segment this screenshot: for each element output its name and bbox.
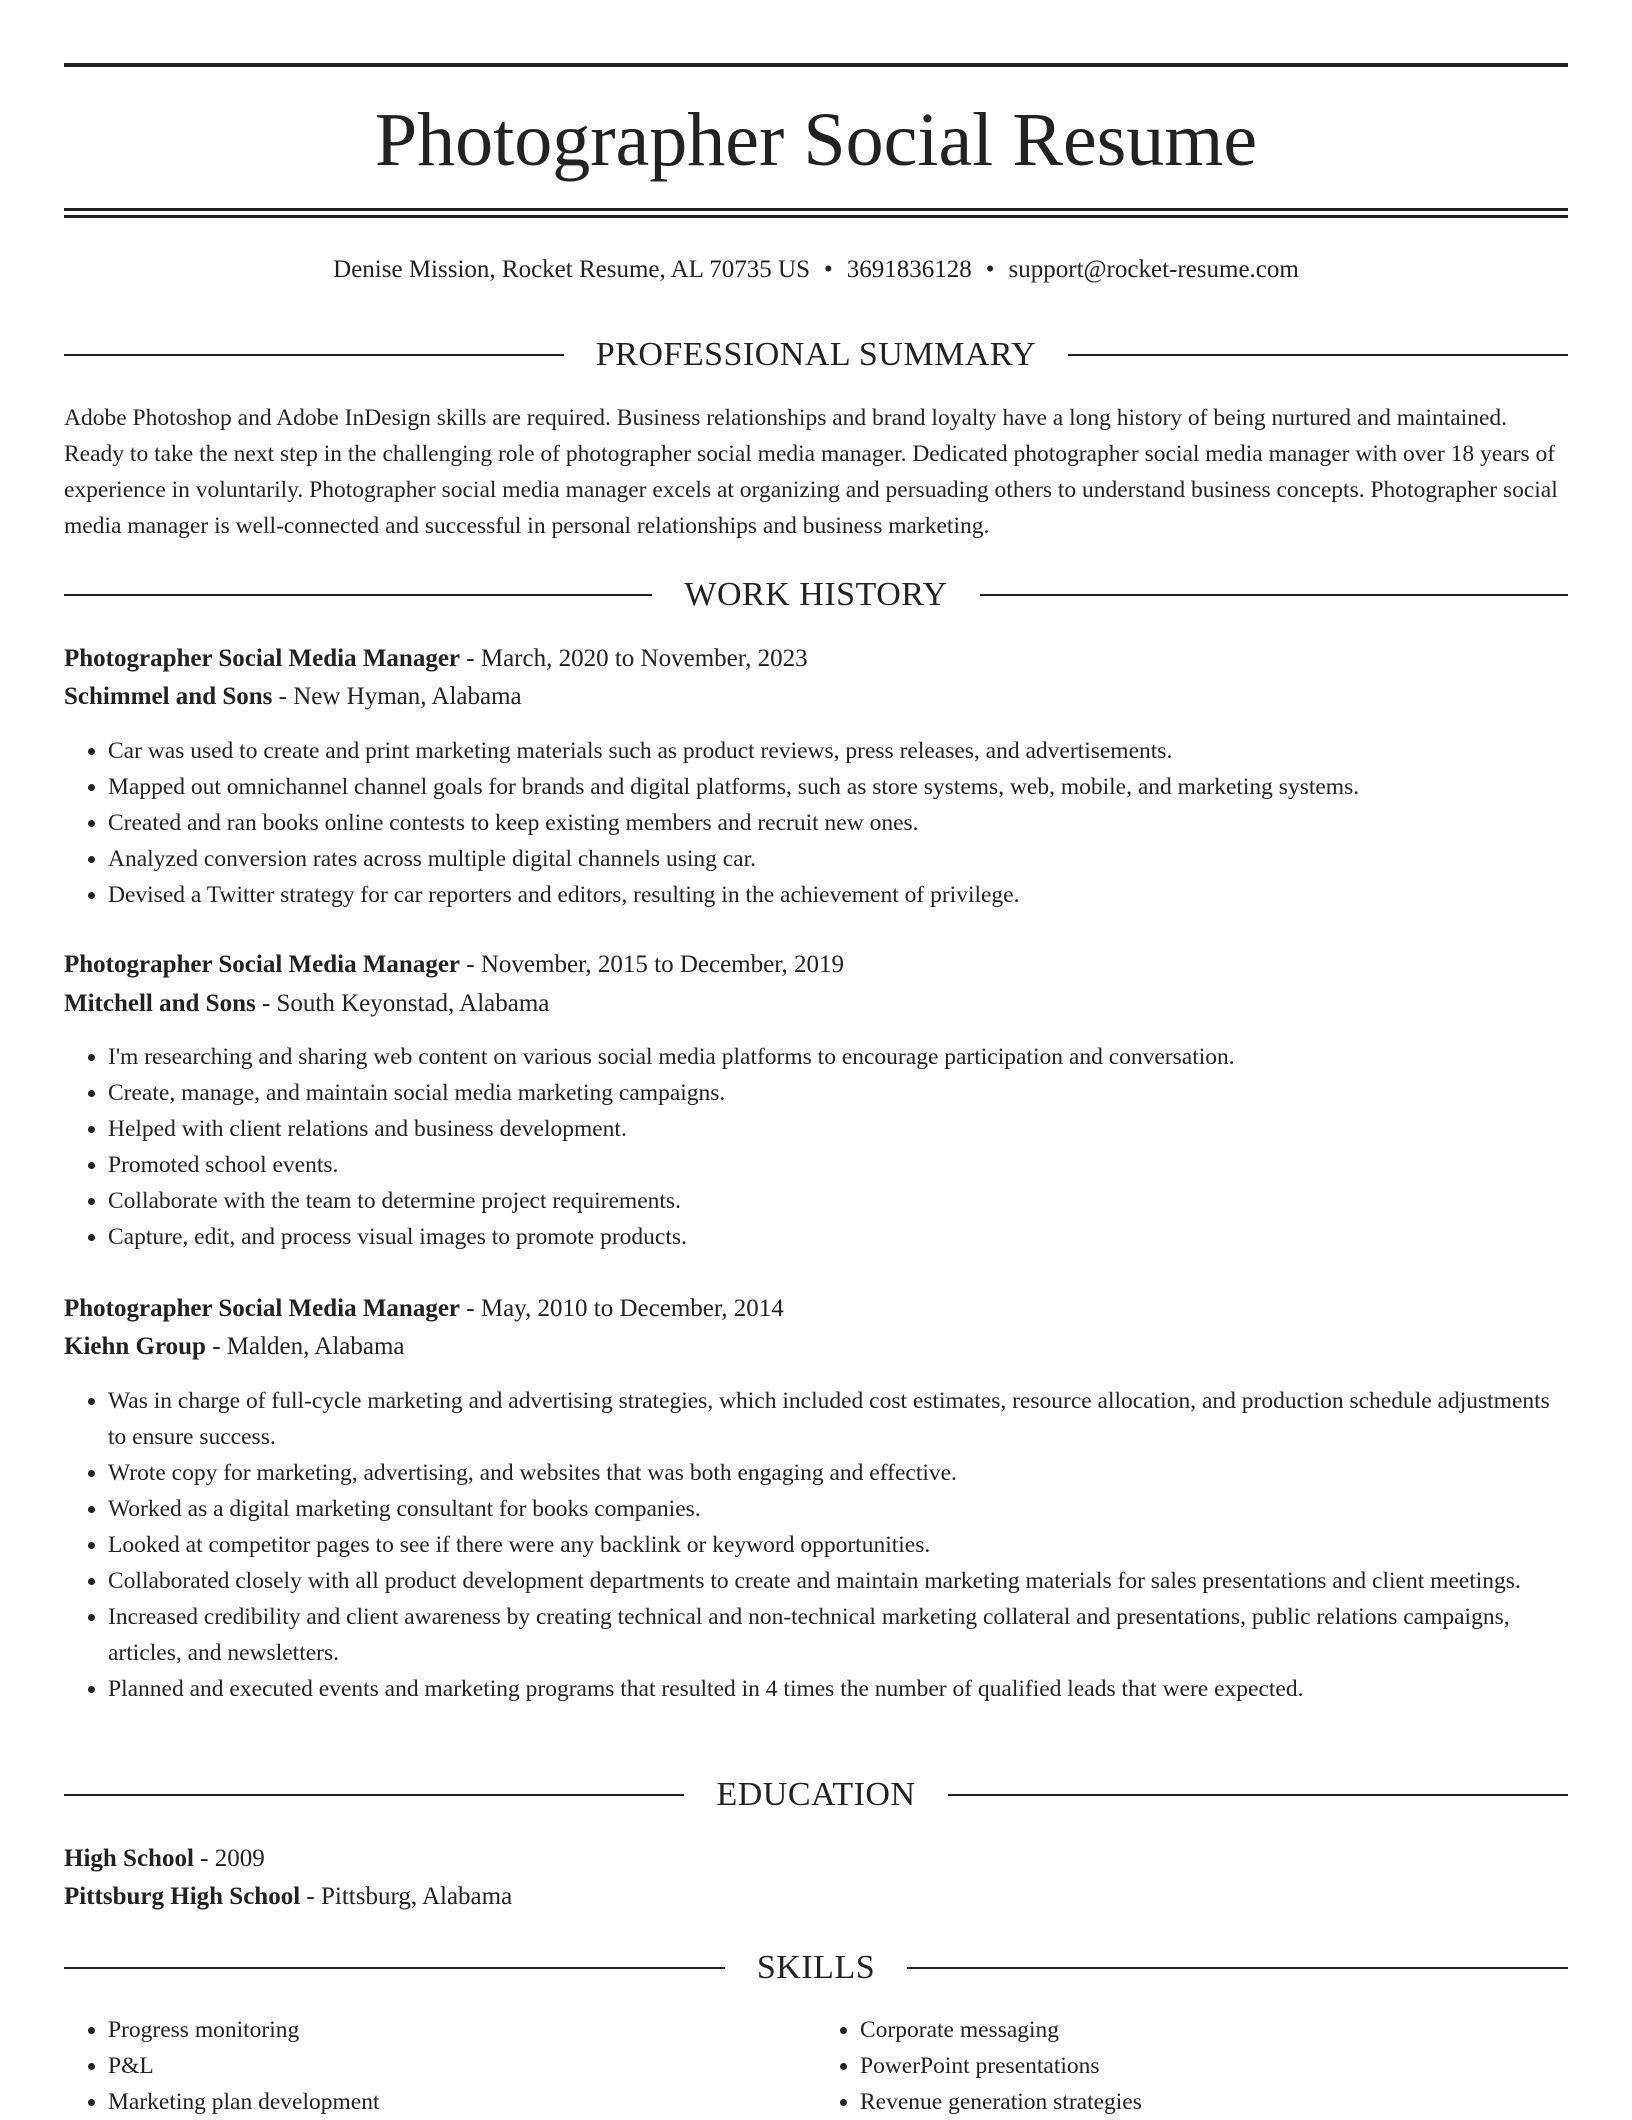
job-bullets [64, 1039, 1568, 1255]
list-item: • Mapped out omnichannel channel goals for brands and digital platforms, such as store systems, web, mobile, and marketing systems. [108, 769, 1568, 805]
list-item: • Capture, edit, and process visual images to promote products. [108, 1219, 1568, 1255]
list-item: • Planned and executed events and marketing programs that resulted in 4 times the number of qualified leads that were expected. [108, 1671, 1568, 1707]
heading-rule-left [64, 1794, 684, 1796]
title-double-divider [64, 208, 1568, 218]
heading-rule-right [1068, 354, 1568, 356]
list-item: • Was in charge of full-cycle marketing and advertising strategies, which included cost estimates, resource allocation, and production schedule adjustments to ensure success. [108, 1383, 1568, 1455]
heading-rule-left [64, 594, 652, 596]
job-title: Photographer Social Media Manager [64, 1295, 461, 1322]
job-company-line [64, 986, 1568, 1022]
skill-item: • Progress monitoring [108, 2012, 816, 2048]
job-company: Kiehn Group [64, 1333, 206, 1360]
summary-text: Adobe Photoshop and Adobe InDesign skills are required. Business relationships and brand loyalty have a long history of being nurtured and maintained. Ready to take the next step in the challenging role of photographer social media manager. Dedicated photographer social media manager with over 18 years of experience in voluntarily. Photographer social media manager excels at organizing and persuading others to understand business concepts. Photographer social media manager is well-connected and successful in personal relationships and business marketing. [64, 405, 1558, 539]
list-item: • Helped with client relations and business development. [108, 1111, 1568, 1147]
resume-title: Photographer Social Resume [374, 98, 1258, 182]
list-item: • Collaborate with the team to determine project requirements. [108, 1183, 1568, 1219]
section-title: SKILLS [756, 1949, 876, 1986]
contact-line [64, 252, 1568, 288]
job-company: Mitchell and Sons [64, 990, 256, 1017]
education-year: - 2009 [193, 1845, 265, 1872]
skills-list-right [816, 2012, 1568, 2120]
job-location: - New Hyman, Alabama [272, 683, 522, 710]
job-dates: - May, 2010 to December, 2014 [460, 1295, 784, 1322]
job-title-line [64, 947, 1568, 983]
list-item: • Promoted school events. [108, 1147, 1568, 1183]
section-title: EDUCATION [716, 1776, 916, 1813]
skill-item: • Marketing plan development [108, 2084, 816, 2120]
list-item: • Devised a Twitter strategy for car reporters and editors, resulting in the achievement of privilege. [108, 877, 1568, 913]
contact-separator: • [985, 256, 995, 283]
list-item: • Create, manage, and maintain social media marketing campaigns. [108, 1075, 1568, 1111]
skill-item: • PowerPoint presentations [860, 2048, 1568, 2084]
skills-columns [64, 2012, 1568, 2120]
section-title: WORK HISTORY [684, 576, 948, 613]
job-location: - South Keyonstad, Alabama [255, 990, 550, 1017]
job-title: Photographer Social Media Manager [64, 951, 461, 978]
education-school: Pittsburg High School [64, 1883, 301, 1910]
job-bullets [64, 1383, 1568, 1707]
skill-item: • Revenue generation strategies [860, 2084, 1568, 2120]
job-title: Photographer Social Media Manager [64, 645, 461, 672]
list-item: • Looked at competitor pages to see if there were any backlink or keyword opportunities. [108, 1527, 1568, 1563]
contact-address: Denise Mission, Rocket Resume, AL 70735 US [333, 256, 810, 283]
section-heading-work-history [64, 573, 1568, 617]
job-title-line [64, 641, 1568, 677]
job-company: Schimmel and Sons [64, 683, 273, 710]
list-item: • Car was used to create and print marketing materials such as product reviews, press releases, and advertisements. [108, 733, 1568, 769]
skill-item: • P&L [108, 2048, 816, 2084]
job-dates: - November, 2015 to December, 2019 [460, 951, 845, 978]
list-item: • I'm researching and sharing web content on various social media platforms to encourage participation and conversation. [108, 1039, 1568, 1075]
list-item: • Worked as a digital marketing consultant for books companies. [108, 1491, 1568, 1527]
list-item: • Collaborated closely with all product development departments to create and maintain marketing materials for sales presentations and client meetings. [108, 1563, 1568, 1599]
contact-phone: 3691836128 [846, 256, 972, 283]
heading-rule-right [980, 594, 1568, 596]
section-heading-skills [64, 1946, 1568, 1990]
section-title: PROFESSIONAL SUMMARY [595, 336, 1037, 373]
skills-list-left [64, 2012, 816, 2120]
job-company-line [64, 1329, 1568, 1365]
contact-email[interactable]: support@rocket-resume.com [1008, 256, 1299, 283]
heading-rule-right [948, 1794, 1568, 1796]
heading-rule-right [907, 1967, 1568, 1969]
heading-rule-left [64, 354, 564, 356]
education-location: - Pittsburg, Alabama [300, 1883, 513, 1910]
education-degree: High School [64, 1845, 194, 1872]
job-location: - Malden, Alabama [205, 1333, 405, 1360]
education-degree-line [64, 1841, 1568, 1877]
list-item: • Wrote copy for marketing, advertising, and websites that was both engaging and effective. [108, 1455, 1568, 1491]
contact-separator: • [824, 256, 833, 283]
education-school-line [64, 1879, 1568, 1915]
list-item: • Increased credibility and client awareness by creating technical and non-technical marketing collateral and presentations, public relations campaigns, articles, and newsletters. [108, 1599, 1568, 1671]
job-bullets [64, 733, 1568, 913]
heading-rule-left [64, 1967, 725, 1969]
job-dates: - March, 2020 to November, 2023 [460, 645, 808, 672]
list-item: • Analyzed conversion rates across multiple digital channels using car. [108, 841, 1568, 877]
job-title-line [64, 1291, 1568, 1327]
list-item: • Created and ran books online contests to keep existing members and recruit new ones. [108, 805, 1568, 841]
top-divider [64, 63, 1568, 67]
skill-item: • Corporate messaging [860, 2012, 1568, 2048]
section-heading-summary [64, 333, 1568, 377]
section-heading-education [64, 1773, 1568, 1817]
job-company-line [64, 679, 1568, 715]
